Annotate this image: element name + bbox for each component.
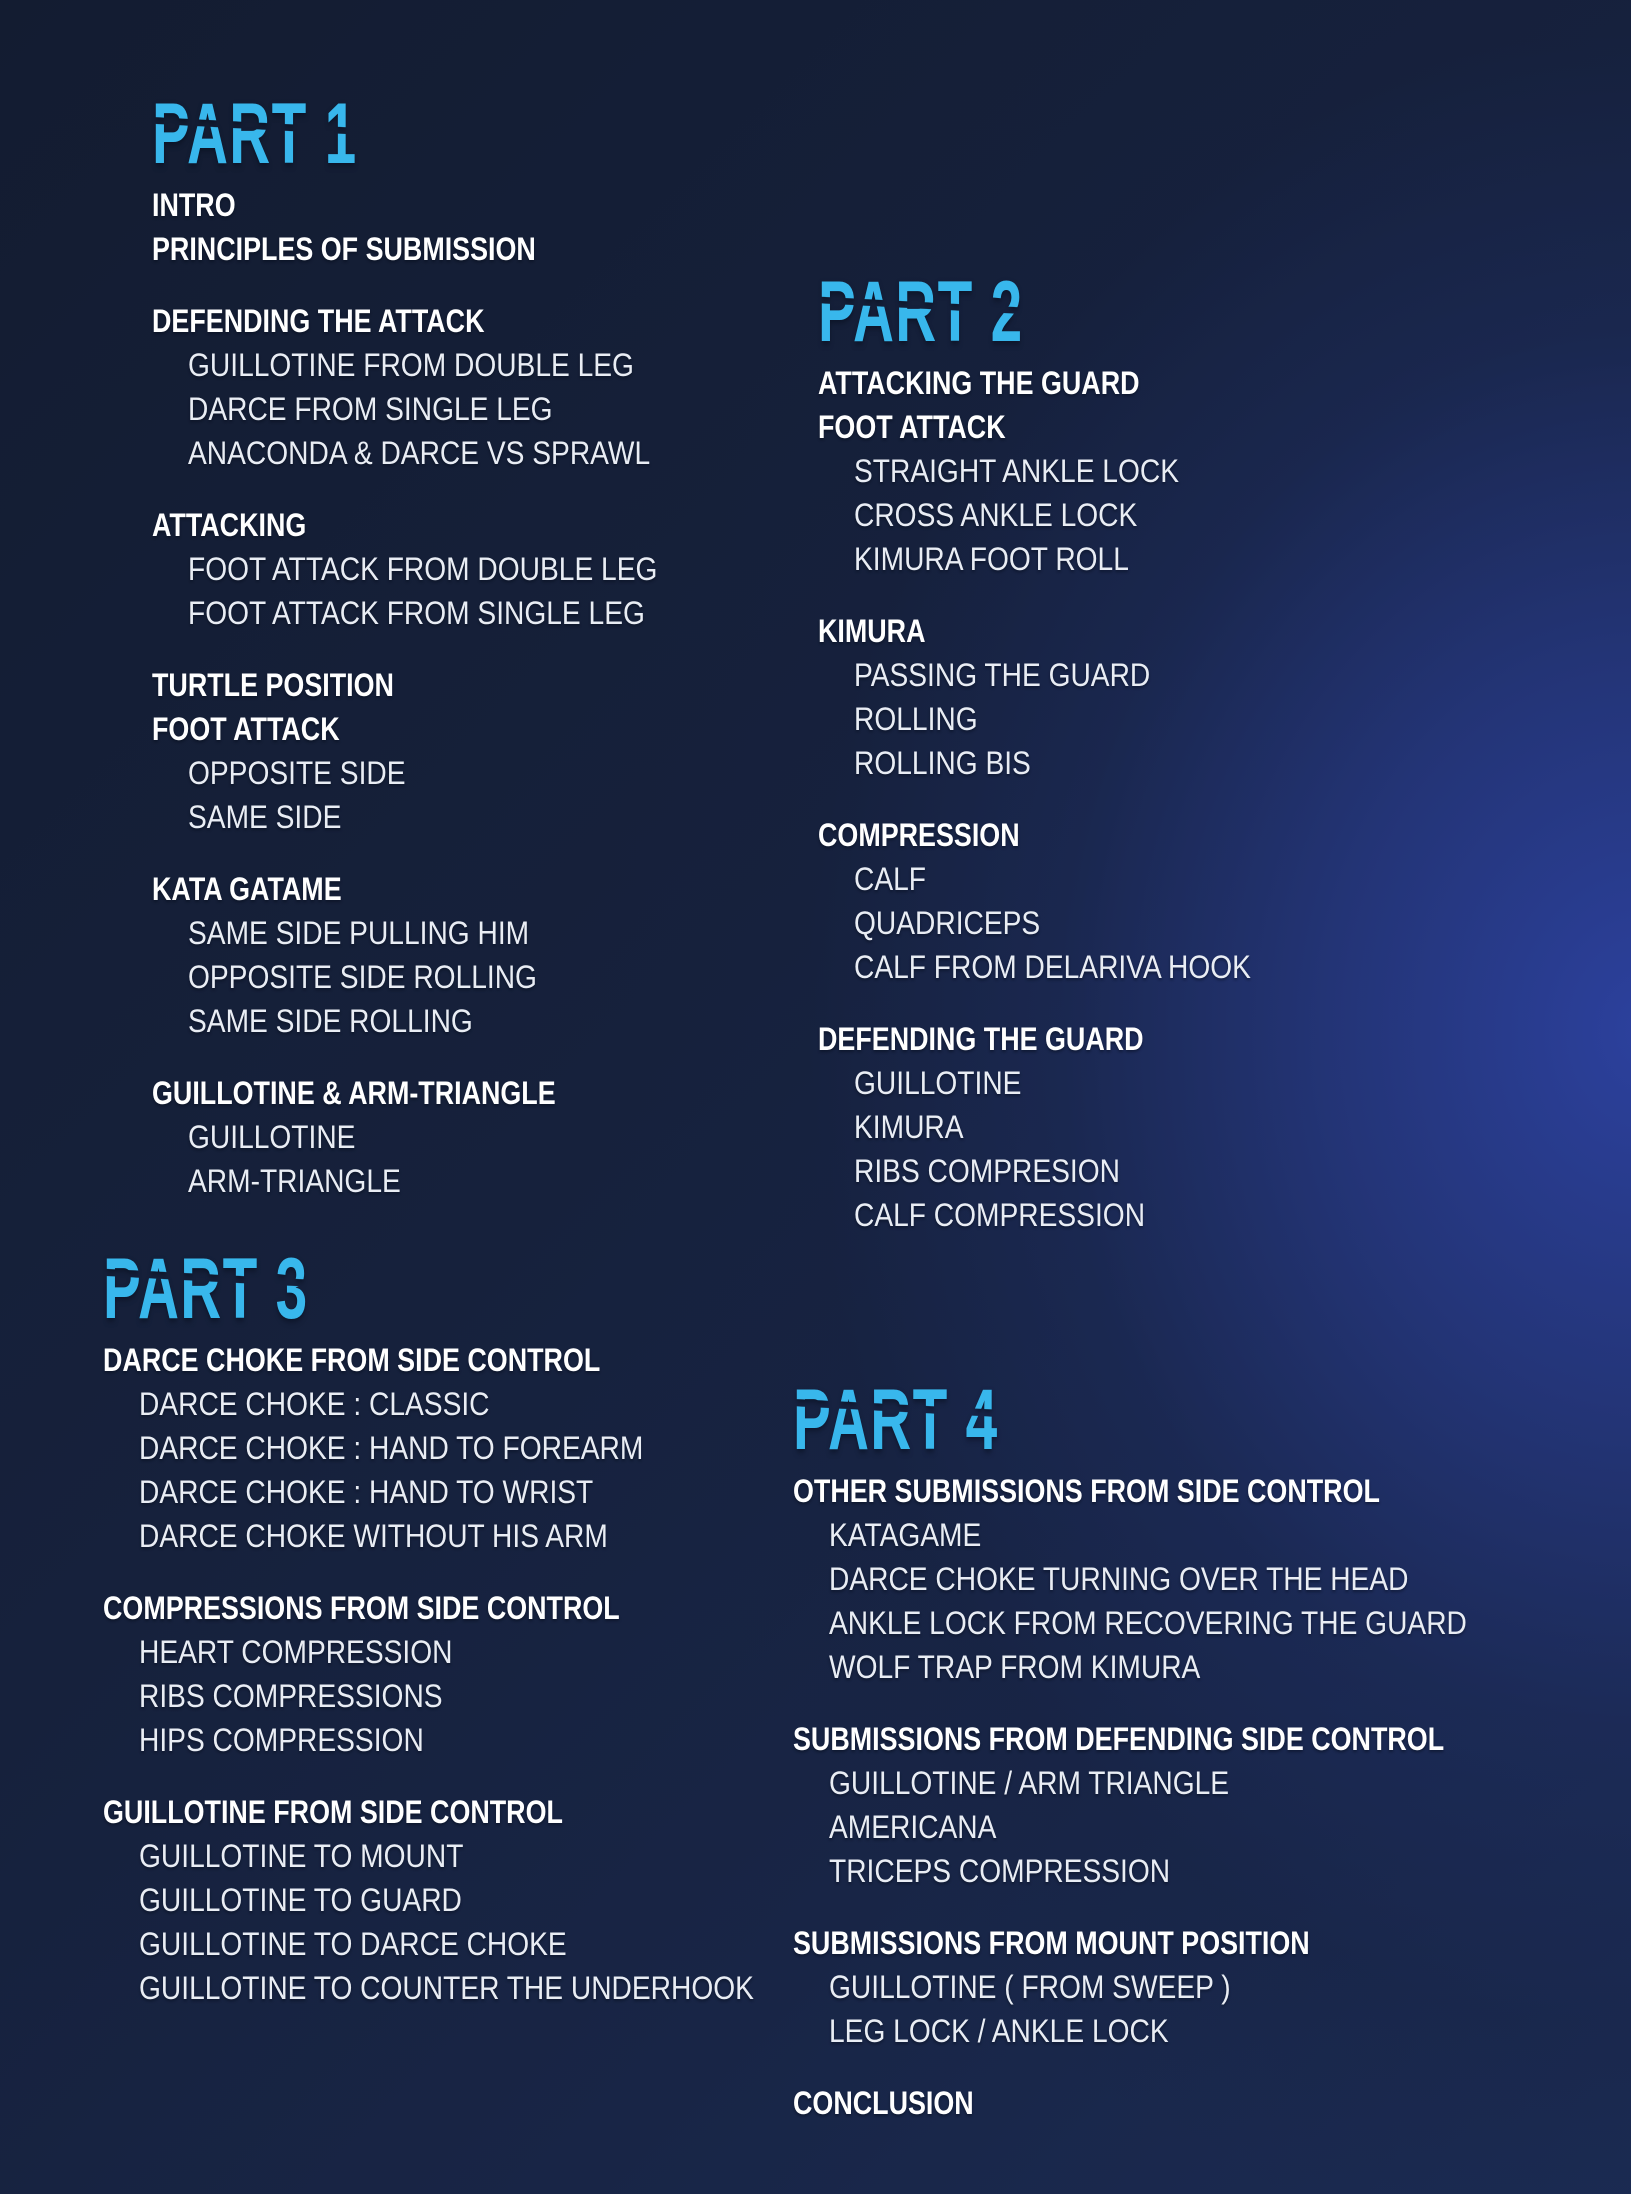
toc-section-header: KIMURA — [818, 613, 926, 649]
toc-item: SAME SIDE ROLLING — [188, 1003, 473, 1039]
toc-item: FOOT ATTACK FROM DOUBLE LEG — [188, 551, 658, 587]
toc-item: GUILLOTINE — [188, 1119, 356, 1155]
toc-item: SAME SIDE — [188, 799, 342, 835]
toc-item: GUILLOTINE — [854, 1065, 1022, 1101]
toc-item: DARCE CHOKE : HAND TO FOREARM — [139, 1430, 644, 1466]
toc-item: ROLLING — [854, 701, 978, 737]
toc-group — [818, 609, 1305, 785]
toc-item: GUILLOTINE TO GUARD — [139, 1882, 462, 1918]
toc-item: PASSING THE GUARD — [854, 657, 1151, 693]
toc-item: DARCE CHOKE : HAND TO WRIST — [139, 1474, 594, 1510]
toc-item: AMERICANA — [829, 1809, 997, 1845]
toc-item: GUILLOTINE FROM DOUBLE LEG — [188, 347, 634, 383]
part-heading: PART 1 — [152, 91, 528, 177]
toc-group — [818, 813, 1305, 989]
toc-section-header: COMPRESSIONS FROM SIDE CONTROL — [103, 1590, 620, 1626]
toc-item: STRAIGHT ANKLE LOCK — [854, 453, 1179, 489]
toc-section-header: TURTLE POSITION — [152, 667, 394, 703]
toc-group — [103, 1338, 838, 1558]
toc-section-header: INTRO — [152, 187, 236, 223]
toc-section-header: FOOT ATTACK — [152, 711, 340, 747]
toc-section-header: KATA GATAME — [152, 871, 342, 907]
toc-group — [152, 1071, 721, 1203]
toc-item: CALF FROM DELARIVA HOOK — [854, 949, 1251, 985]
toc-group — [152, 867, 721, 1043]
toc-group — [152, 503, 721, 635]
toc-group — [793, 1921, 1568, 2053]
toc-group — [152, 663, 721, 839]
toc-item: RIBS COMPRESION — [854, 1153, 1120, 1189]
toc-item: GUILLOTINE TO DARCE CHOKE — [139, 1926, 567, 1962]
toc-section-header: GUILLOTINE & ARM-TRIANGLE — [152, 1075, 556, 1111]
toc-item: DARCE FROM SINGLE LEG — [188, 391, 553, 427]
toc-item: GUILLOTINE TO MOUNT — [139, 1838, 464, 1874]
toc-group — [152, 183, 721, 271]
toc-group — [152, 299, 721, 475]
toc-item: ANACONDA & DARCE VS SPRAWL — [188, 435, 651, 471]
toc-item: GUILLOTINE ( FROM SWEEP ) — [829, 1969, 1231, 2005]
toc-group — [103, 1790, 838, 2010]
toc-item: FOOT ATTACK FROM SINGLE LEG — [188, 595, 645, 631]
toc-section-header: DEFENDING THE ATTACK — [152, 303, 485, 339]
toc-group — [793, 2081, 1568, 2125]
toc-item: CALF COMPRESSION — [854, 1197, 1146, 1233]
toc-item: QUADRICEPS — [854, 905, 1041, 941]
toc-group — [103, 1586, 838, 1762]
toc-item: HEART COMPRESSION — [139, 1634, 453, 1670]
part-block-4 — [793, 1372, 1568, 2125]
toc-item: ANKLE LOCK FROM RECOVERING THE GUARD — [829, 1605, 1467, 1641]
toc-group — [793, 1717, 1568, 1893]
toc-group — [793, 1469, 1568, 1689]
toc-item: ARM-TRIANGLE — [188, 1163, 401, 1199]
toc-section-header: COMPRESSION — [818, 817, 1020, 853]
toc-section-header: ATTACKING — [152, 507, 307, 543]
toc-item: OPPOSITE SIDE — [188, 755, 406, 791]
toc-section-header: GUILLOTINE FROM SIDE CONTROL — [103, 1794, 563, 1830]
toc-item: KATAGAME — [829, 1517, 982, 1553]
toc-item: RIBS COMPRESSIONS — [139, 1678, 443, 1714]
toc-section-header: CONCLUSION — [793, 2085, 974, 2121]
toc-item: SAME SIDE PULLING HIM — [188, 915, 530, 951]
toc-item: OPPOSITE SIDE ROLLING — [188, 959, 537, 995]
toc-item: GUILLOTINE / ARM TRIANGLE — [829, 1765, 1230, 1801]
toc-item: CALF — [854, 861, 926, 897]
toc-section-header: FOOT ATTACK — [818, 409, 1006, 445]
toc-section-header: DARCE CHOKE FROM SIDE CONTROL — [103, 1342, 601, 1378]
toc-section-header: OTHER SUBMISSIONS FROM SIDE CONTROL — [793, 1473, 1380, 1509]
toc-group — [818, 1017, 1305, 1237]
toc-item: KIMURA — [854, 1109, 964, 1145]
toc-item: KIMURA FOOT ROLL — [854, 541, 1129, 577]
toc-item: DARCE CHOKE : CLASSIC — [139, 1386, 490, 1422]
toc-item: ROLLING BIS — [854, 745, 1031, 781]
part-heading: PART 3 — [103, 1246, 588, 1332]
part-heading: PART 4 — [793, 1377, 1305, 1463]
part-heading: PART 2 — [818, 269, 1139, 355]
toc-item: TRICEPS COMPRESSION — [829, 1853, 1171, 1889]
toc-item: LEG LOCK / ANKLE LOCK — [829, 2013, 1169, 2049]
part-block-3 — [103, 1241, 838, 2010]
toc-item: HIPS COMPRESSION — [139, 1722, 424, 1758]
toc-item: DARCE CHOKE WITHOUT HIS ARM — [139, 1518, 608, 1554]
toc-section-header: SUBMISSIONS FROM MOUNT POSITION — [793, 1925, 1310, 1961]
toc-item: CROSS ANKLE LOCK — [854, 497, 1138, 533]
toc-section-header: SUBMISSIONS FROM DEFENDING SIDE CONTROL — [793, 1721, 1445, 1757]
toc-group — [818, 361, 1305, 581]
part-block-2 — [818, 264, 1305, 1237]
toc-item: DARCE CHOKE TURNING OVER THE HEAD — [829, 1561, 1409, 1597]
toc-section-header: PRINCIPLES OF SUBMISSION — [152, 231, 536, 267]
toc-section-header: ATTACKING THE GUARD — [818, 365, 1140, 401]
toc-section-header: DEFENDING THE GUARD — [818, 1021, 1144, 1057]
toc-item: GUILLOTINE TO COUNTER THE UNDERHOOK — [139, 1970, 754, 2006]
part-block-1 — [152, 86, 721, 1203]
toc-item: WOLF TRAP FROM KIMURA — [829, 1649, 1201, 1685]
